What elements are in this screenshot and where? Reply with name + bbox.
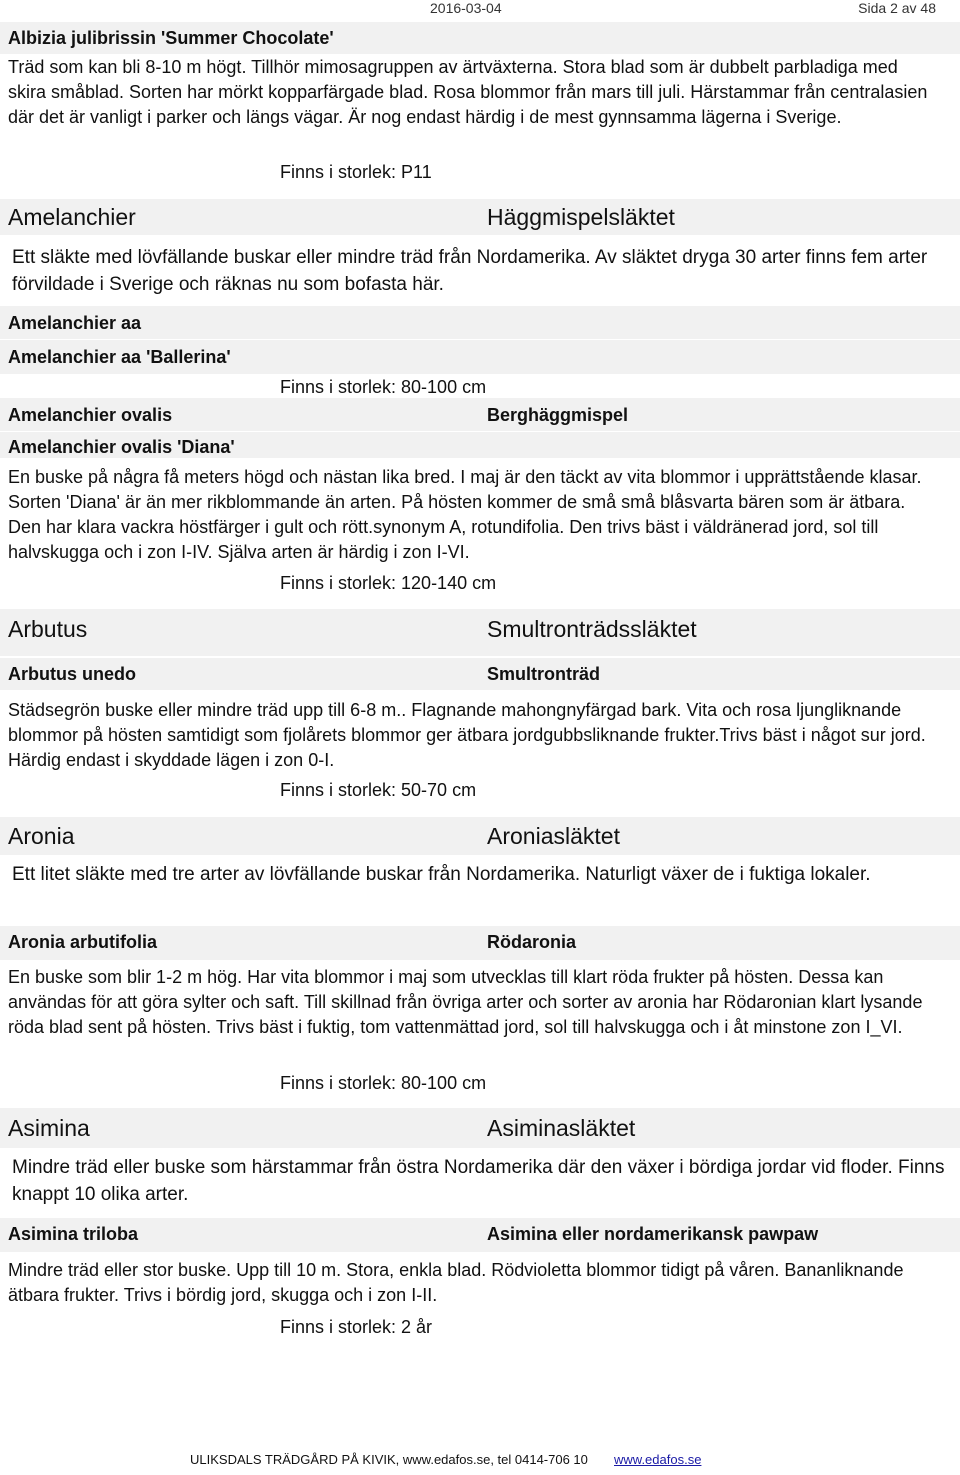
genus-description: Mindre träd eller buske som härstammar från östra Nordamerika där den växer i bördiga jordar vid floder. Finns knappt 10 olika arter. (12, 1157, 945, 1205)
species-name: Amelanchier ovalis 'Diana' (8, 437, 235, 457)
page-number: Sida 2 av 48 (858, 0, 936, 16)
common-name: Berghäggmispel (487, 405, 629, 425)
species-name: Amelanchier aa (8, 313, 142, 333)
family-name: Aroniasläktet (487, 823, 620, 849)
footer-website-link[interactable]: www.edafos.se (614, 1452, 702, 1467)
common-name: Asimina eller nordamerikansk pawpaw (487, 1224, 819, 1244)
genus-name: Amelanchier (8, 204, 136, 230)
genus-name: Arbutus (8, 616, 88, 642)
common-name: Rödaronia (487, 932, 577, 952)
size-info: Finns i storlek: 50-70 cm (280, 780, 477, 800)
species-name: Albizia julibrissin 'Summer Chocolate' (8, 28, 334, 48)
size-info: Finns i storlek: 120-140 cm (280, 573, 497, 593)
print-date: 2016-03-04 (430, 0, 502, 16)
family-name: Asiminasläktet (487, 1115, 636, 1141)
species-description: Träd som kan bli 8-10 m högt. Tillhör mimosagruppen av ärtväxterna. Stora blad som är dubbelt parbladiga med skira småblad. Sorten har mörkt kopparfärgade blad. Rosa blommor från mars till juli. Härstammar från centralasien där det är vanligt i parker och längs vägar. Är nog endast härdig i de mest gynnsamma lägerna i Sverige. (8, 57, 928, 127)
species-name: Arbutus unedo (8, 664, 136, 684)
size-info: Finns i storlek: 2 år (280, 1317, 433, 1337)
genus-description: Ett litet släkte med tre arter av lövfällande buskar från Nordamerika. Naturligt växer de i fuktiga lokaler. (12, 864, 871, 885)
species-description: En buske som blir 1-2 m hög. Har vita blommor i maj som utvecklas till klart röda frukter på hösten. Dessa kan användas för att göra sylter och saft. Till skillnad från övriga arter och sorter av aronia har Rödaronian klart lysande röda blad sent på hösten. Trivs bäst i fuktig, tom vattenmättad jord, sol till halvskugga och i åt minstone zon I_VI. (8, 967, 923, 1037)
genus-band (0, 609, 960, 656)
species-name: Amelanchier aa 'Ballerina' (8, 347, 231, 367)
genus-band (0, 199, 960, 235)
species-description: Städsegrön buske eller mindre träd upp till 6-8 m.. Flagnande mahongnyfärgad bark. Vita och rosa ljungliknande blommor på hösten samtidigt som fjolårets blommor ger ätbara jordgubbsliknande frukter.Trivs bäst i något sur jord. Härdig endast i skyddade lägen i zon 0-I. (8, 700, 926, 770)
size-info: Finns i storlek: 80-100 cm (280, 1073, 487, 1093)
species-description: Mindre träd eller stor buske. Upp till 10 m. Stora, enkla blad. Rödvioletta blommor tidigt på våren. Bananliknande ätbara frukter. Trivs i bördig jord, skugga och i zon I-II. (8, 1260, 904, 1305)
species-band (0, 306, 960, 339)
size-info: Finns i storlek: P11 (280, 162, 432, 182)
species-description: En buske på några få meters högd och nästan lika bred. I maj är den täckt av vita blommor i upprättstående klasar. Sorten 'Diana' är än mer rikblommande än arten. På hösten kommer de små små blåsvarta bären som är ätbara. Den har klara vackra höstfärger i gult och rött.synonym A, rotundifolia. Den trivs bäst i väldränerad jord, sol till halvskugga och i zon I-IV. Själva arten är härdig i zon I-VI. (8, 467, 922, 562)
species-name: Amelanchier ovalis (8, 405, 173, 425)
genus-band (0, 817, 960, 855)
family-name: Häggmispelsläktet (487, 204, 675, 230)
species-name: Asimina triloba (8, 1224, 139, 1244)
common-name: Smultronträd (487, 664, 601, 684)
size-info: Finns i storlek: 80-100 cm (280, 377, 487, 397)
genus-band (0, 1108, 960, 1148)
genus-name: Aronia (8, 823, 75, 849)
family-name: Smultronträdssläktet (487, 616, 697, 642)
species-name: Aronia arbutifolia (8, 932, 158, 952)
footer-text: ULIKSDALS TRÄDGÅRD PÅ KIVIK, www.edafos.se, tel 0414-706 10 (190, 1452, 588, 1467)
footer-link-wrap (614, 1452, 701, 1467)
species-band (0, 658, 960, 690)
genus-name: Asimina (8, 1115, 90, 1141)
genus-description: Ett släkte med lövfällande buskar eller mindre träd från Nordamerika. Av släktet dryga 30 arter finns fem arter förvildade i Sverige och räknas nu som bofasta här. (12, 247, 928, 295)
